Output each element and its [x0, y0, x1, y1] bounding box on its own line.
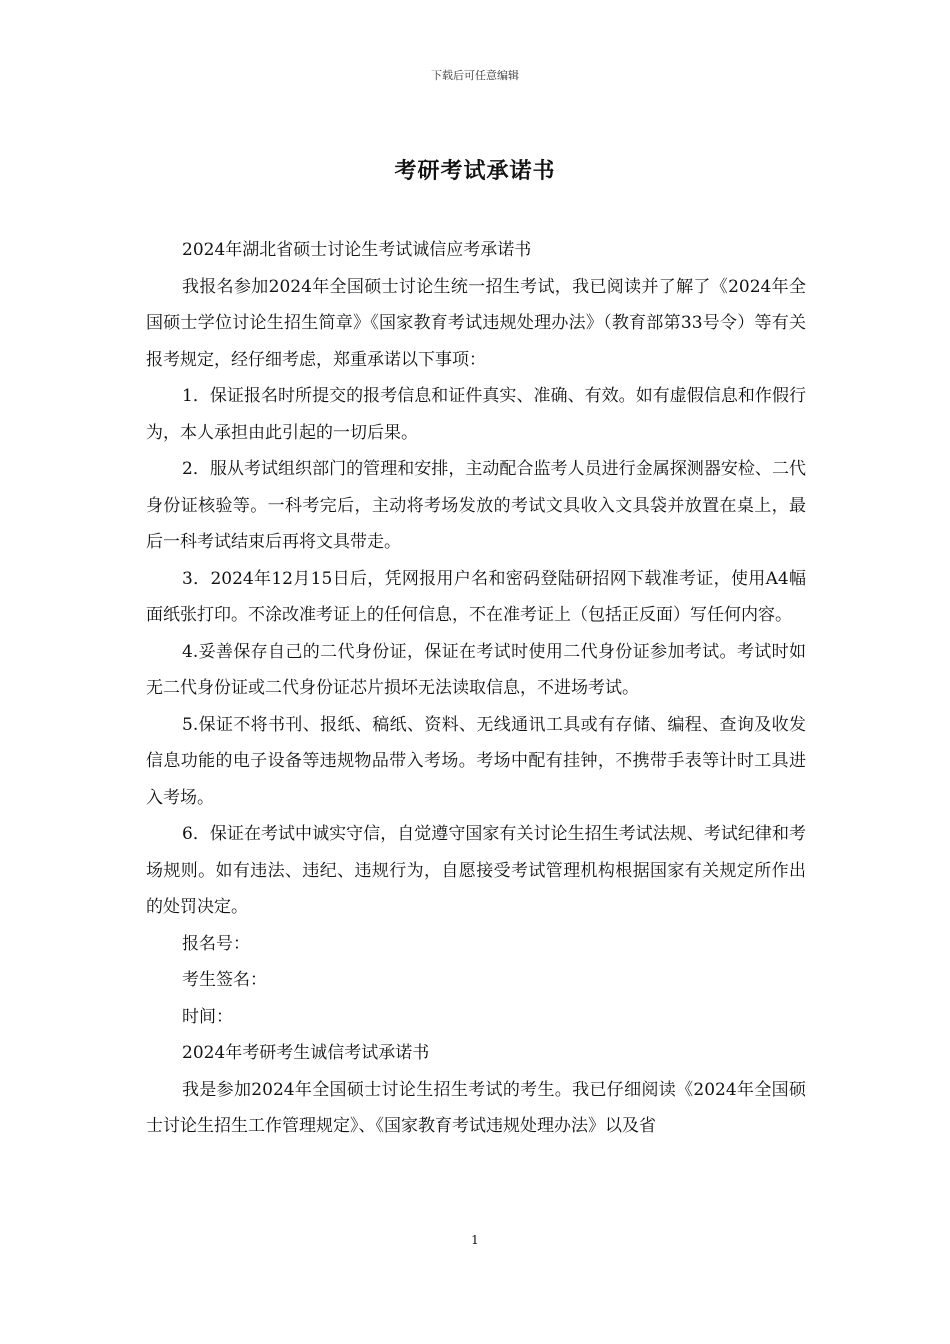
second-subtitle-paragraph: 2024年考研考生诚信考试承诺书: [182, 1043, 430, 1063]
subtitle-paragraph: 2024年湖北省硕士讨论生考试诚信应考承诺书: [182, 240, 532, 260]
commitment-item-1: 1．保证报名时所提交的报考信息和证件真实、准确、有效。如有虚假信息和作假行为，本人承担由此引起的一切后果。: [146, 386, 806, 443]
page-number: 1: [471, 1233, 479, 1247]
document-body: [146, 232, 806, 1145]
document-title: 考研考试承诺书: [394, 158, 556, 184]
commitment-item-6: 6．保证在考试中诚实守信，自觉遵守国家有关讨论生招生考试法规、考试纪律和考场规则。如有违法、违纪、违规行为，自愿接受考试管理机构根据国家有关规定所作出的处罚决定。: [146, 824, 806, 917]
commitment-item-4: 4.妥善保存自己的二代身份证，保证在考试时使用二代身份证参加考试。考试时如无二代身份证或二代身份证芯片损坏无法读取信息，不进场考试。: [146, 641, 806, 698]
header-note: 下载后可任意编辑: [431, 69, 519, 82]
commitment-item-2: 2．服从考试组织部门的管理和安排，主动配合监考人员进行金属探测器安检、二代身份证核验等。一科考完后，主动将考场发放的考试文具收入文具袋并放置在桌上，最后一科考试结束后再将文具带走。: [146, 459, 806, 552]
registration-number-field: 报名号：: [182, 933, 250, 954]
commitment-item-5: 5.保证不将书刊、报纸、稿纸、资料、无线通讯工具或有存储、编程、查询及收发信息功能的电子设备等违规物品带入考场。考场中配有挂钟，不携带手表等计时工具进入考场。: [146, 714, 806, 808]
intro-paragraph: 我报名参加2024年全国硕士讨论生统一招生考试，我已阅读并了解了《2024年全国硕士学位讨论生招生简章》《国家教育考试违规处理办法》（教育部第33号令）等有关报考规定，经仔细考虑，郑重承诺以下事项：: [146, 276, 806, 370]
commitment-item-3: 3．2024年12月15日后，凭网报用户名和密码登陆研招网下载准考证，使用A4幅面纸张打印。不涂改准考证上的任何信息，不在准考证上（包括正反面）写任何内容。: [146, 568, 806, 625]
second-intro-paragraph: 我是参加2024年全国硕士讨论生招生考试的考生。我已仔细阅读《2024年全国硕士讨论生招生工作管理规定》、《国家教育考试违规处理办法》以及省: [146, 1079, 806, 1136]
signature-field: 考生签名：: [182, 970, 267, 990]
date-field: 时间：: [182, 1006, 233, 1027]
